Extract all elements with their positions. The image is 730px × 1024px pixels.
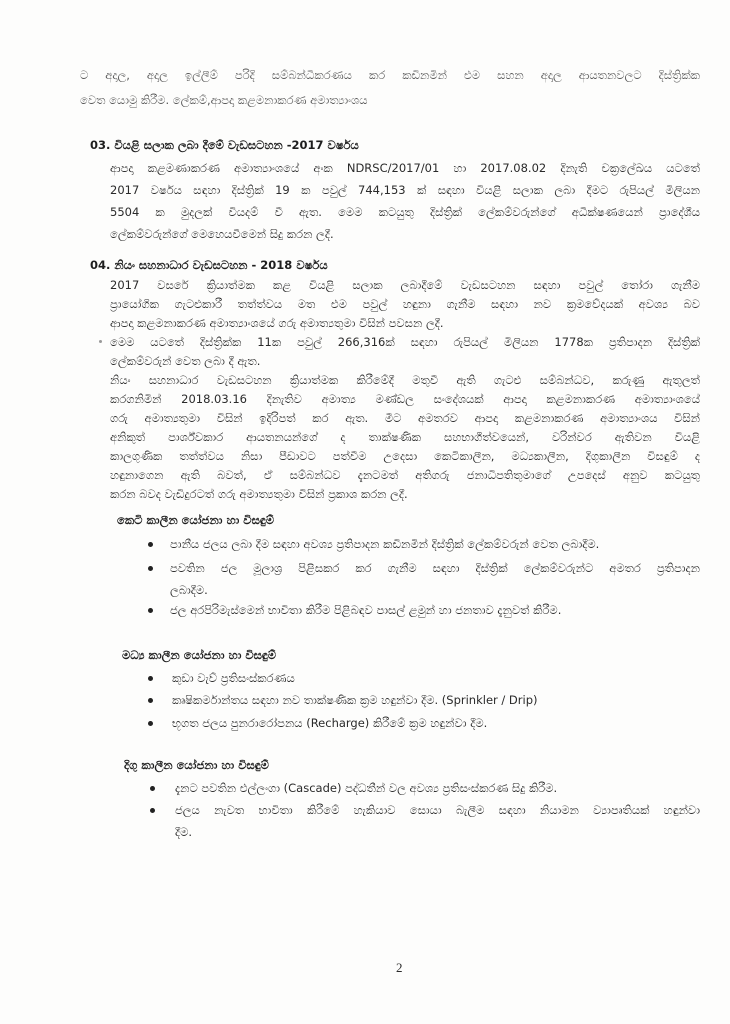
list-item: කෘෂිකර්මාන්තය සඳහා නව තාක්ෂණික ක්‍රම හඳුන්වා දීම. (Sprinkler / Drip) [172,693,538,707]
list-item: භූගත ජලය පුනරාරෝපනය (Recharge) කිරීමේ ක්‍රම හඳුන්වා දීම. [172,716,488,730]
text-line: 2017 වර්ෂය සඳහා දිස්ත්‍රික් 19 ක පවුල් 744,153 ක් සඳහා වියළි සලාක ලබා දීමට රුපියල් මිලියන [110,183,700,197]
text-line: මෙම යටතේ දිස්ත්‍රික්ක 11ක පවුල් 266,316ක් සඳහා රුපියල් මිලියන 1778ක ප්‍රතිපාදන දිස්ත්‍රික් [110,335,700,349]
text-line: ට අදාල, අදාල ඉල්ලීම් පරිදි සම්බන්ධීකරණය කර කඩිනමින් එම සහන අදාල ආයතනවලට දිස්ත්‍රික්ක [80,68,700,82]
bullet-icon [150,786,155,791]
text-line: කරගනිමින් 2018.03.16 දිනැතිව අමාත්‍ය මණ්ඩල සංදේශයක් ආපදා කළමනාකරණ අමාත්‍යාංශයේ [110,392,700,406]
stray-mark [99,340,102,343]
text-line: වෙත යොමු කිරීම. ලේකම්,ආපදා කළමනාකරණ අමාත්‍යාංශය [80,93,368,107]
list-item: කුඩා වැව් ප්‍රතිසංස්කරණය [172,671,295,685]
subsection-heading: දිගු කාලීන යෝජනා හා විසඳුම් [124,758,269,772]
list-item: පානීය ජලය ලබා දීම සඳහා අවශ්‍ය ප්‍රතිපාදන කඩිනමින් දිස්ත්‍රික් ලේකම්වරුන් වෙත ලබාදීම. [170,537,600,551]
text-line: නියං සහනාධාර වැඩසටහන ක්‍රියාත්මක කිරීමේදී මතුවී ඇති ගැටළු සම්බන්ධව, කරුණු ඇතුලත් [110,373,700,387]
text-line: හඳුනාගෙන ඇති බවත්, ඒ සම්බන්ධව දැනටමත් අතිගරු ජනාධිපතිතුමාගේ උපදෙස් අනුව කටයුතු [110,468,700,482]
section-heading: 03. වියළි සලාක ලබා දීමේ වැඩසටහන -2017 වර්ෂය [90,138,359,152]
text-line: 5504 ක මුදලක් වියදම් වී ඇත. මෙම කටයුතු දිස්ත්‍රික් ලේකම්වරුන්ගේ අධීක්ෂණයෙන් ප්‍රාදේශීය [110,205,700,219]
subsection-heading: මධ්‍ය කාලීන යෝජනා හා විසඳුම් [122,648,277,662]
bullet-icon [148,676,153,681]
text-line: 2017 වසරේ ක්‍රියාත්මක කළ වියළි සලාක ලබාදීමේ වැඩසටහන සඳහා පවුල් තෝරා ගැනීම [110,278,700,292]
bullet-icon [150,808,155,813]
text-line: ප්‍රායෝගික ගැටළුකාරී තත්ත්වය මත එම පවුල් හඳුනා ගැනීම සඳහා නව ක්‍රමවේදයක් අවශ්‍ය බව [110,297,700,311]
text-line: ආපදා කළමණාකරණ අමාත්‍යාංශයේ අංක NDRSC/2017/01 හා 2017.08.02 දිනැති චක්‍රලේඛය යටතේ [110,161,700,175]
bullet-icon [148,566,153,571]
subsection-heading: කෙටි කාලීන යෝජනා හා විසඳුම් [117,513,274,527]
page-number: 2 [396,960,403,975]
text-line: ආපදා කළමනාකරණ අමාත්‍යාංශයේ ගරු අමාත්‍යතුමා විසින් පවසන ලදී. [110,316,444,330]
text-line: ලේකම්වරුන් වෙත ලබා දී ඇත. [110,354,261,368]
bullet-icon [148,698,153,703]
list-item: දැනට පවතින එල්ලංගා (Cascade) පද්ධතීන් වල අවශ්‍ය ප්‍රතිසංස්කරණ සිදු කිරීම. [175,781,558,795]
list-item: ජලය නැවත භාවිතා කිරීමේ හැකියාව සොයා බැලීම සඳහා නියාමන ව්‍යාපෘතියක් හඳුන්වා [175,803,700,817]
bullet-icon [148,608,153,613]
text-line: කාලගුණික තත්ත්වය නිසා පීඩාවට පත්වීම උදෙසා කෙටිකාලීන, මධ්‍යකාලීන, දිගුකාලීන විසඳුම් ද [110,449,700,463]
bullet-icon [148,721,153,726]
text-line: අනිකුත් පාර්ශ්වකාර ආයතනයන්ගේ ද තාක්ෂණික සහභාගීත්වයෙන්, වරින්වර ඇතිවන වියළි [110,430,700,444]
text-line: කරන බවද වැඩිදුරටත් ගරු අමාත්‍යතුමා විසින් ප්‍රකාශ කරන ලදී. [110,487,408,501]
list-item-continuation: දීම. [175,825,193,839]
text-line: ලේකම්වරුන්ගේ මෙහෙයවීමෙන් සිදු කරන ලදී. [110,227,334,241]
list-item: ජල අරපිරිමැස්මෙන් භාවිතා කිරීම පිළිබඳව පාසල් ළමුන් හා ජනතාව දැනුවත් කිරීම. [170,603,562,617]
list-item: පවතින ජල මූලාශ්‍ර පිළිසකර කර ගැනීම සඳහා දිස්ත්‍රික් ලේකම්වරුන්ට අමතර ප්‍රතිපාදන [170,561,700,575]
text-line: ගරු අමාත්‍යතුමා විසින් ඉදිරිපත් කර ඇත. මීට අමතරව ආපදා කළමනාකරණ අමාත්‍යාංශය විසින් [110,411,700,425]
section-heading: 04. නියං සහනාධාර වැඩසටහන - 2018 වර්ෂය [90,258,328,272]
bullet-icon [148,542,153,547]
list-item-continuation: ලබාදීම. [170,583,208,597]
